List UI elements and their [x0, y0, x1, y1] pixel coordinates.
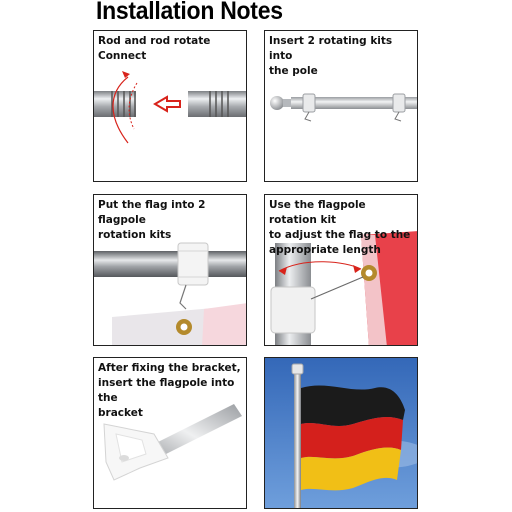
step-5-caption: After fixing the bracket, insert the flagpole into the bracket: [98, 362, 241, 419]
step-4-caption: Use the flagpole rotation kit to adjust the flag to the appropriate length: [269, 199, 411, 256]
page-title: Installation Notes: [96, 0, 283, 25]
step-1-caption: Rod and rod rotate Connect: [98, 35, 211, 62]
step-2-caption: Insert 2 rotating kits into the pole: [269, 35, 393, 77]
step-3-caption: Put the flag into 2 flagpole rotation kits: [98, 199, 206, 241]
step-panel-1: [93, 30, 247, 182]
step-panel-2: [264, 30, 418, 182]
step-panel-5: [93, 357, 247, 509]
german-flag-on-pole-photo: [265, 358, 418, 509]
step-panel-4: [264, 194, 418, 346]
step-panel-3: [93, 194, 247, 346]
step-panel-6: [264, 357, 418, 509]
